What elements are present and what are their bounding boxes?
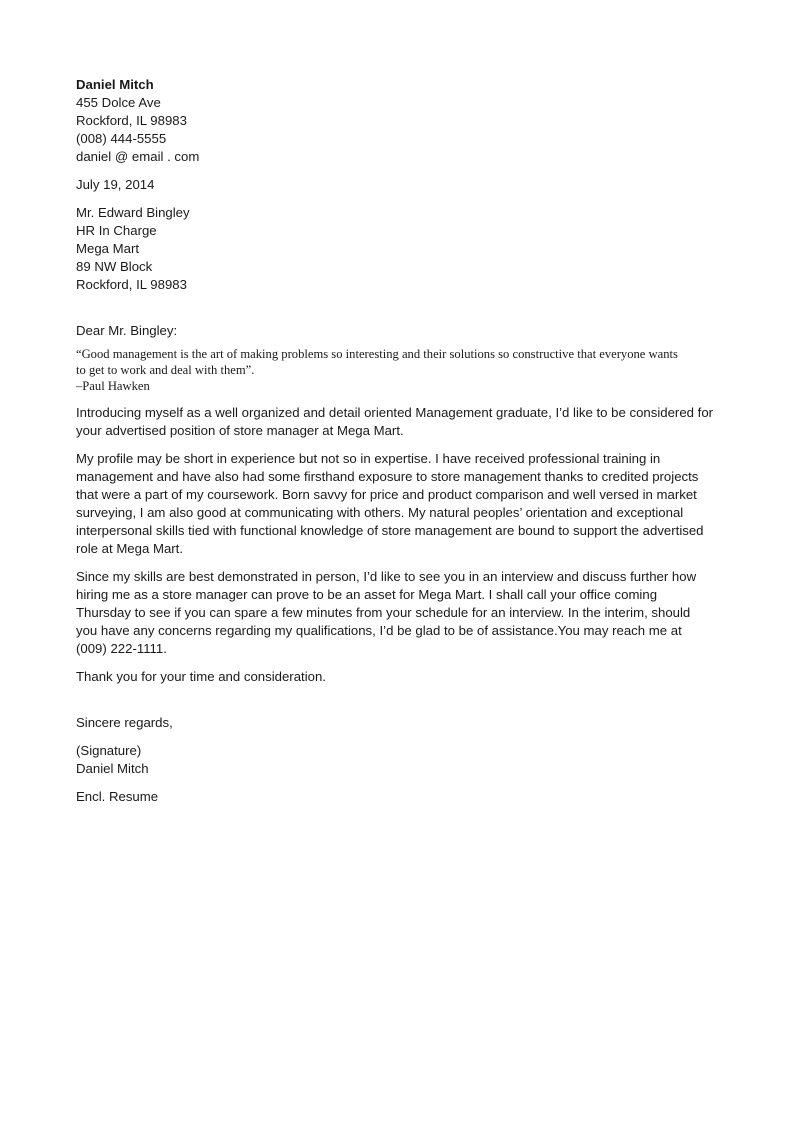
- paragraph-line: role at Mega Mart.: [76, 541, 184, 556]
- paragraph-line: Since my skills are best demonstrated in person, I’d like to see you in an interview and discuss further how: [76, 569, 697, 584]
- body-paragraph-3: [76, 568, 726, 658]
- sender-name: Daniel Mitch: [76, 77, 154, 92]
- closing-name: Daniel Mitch: [76, 761, 149, 776]
- recipient-name: Mr. Edward Bingley: [76, 205, 190, 220]
- recipient-company: Mega Mart: [76, 241, 140, 256]
- quote-block: [76, 346, 726, 394]
- paragraph-line: Introducing myself as a well organized and detail oriented Management graduate, I’d like to be considered for: [76, 405, 714, 420]
- sender-phone: (008) 444-5555: [76, 131, 167, 146]
- sender-city: Rockford, IL 98983: [76, 113, 187, 128]
- paragraph-line: Thursday to see if you can spare a few minutes from your schedule for an interview. In the interim, should: [76, 605, 691, 620]
- recipient-title: HR In Charge: [76, 223, 157, 238]
- paragraph-line: management and have also had some firsthand exposure to store management thanks to credited projects: [76, 469, 699, 484]
- letter-date: July 19, 2014: [76, 177, 155, 192]
- letter-page: [76, 76, 726, 806]
- closing-block: [76, 714, 726, 806]
- recipient-city: Rockford, IL 98983: [76, 277, 187, 292]
- paragraph-line: interpersonal skills tied with functional knowledge of store management are bound to support the advertised: [76, 523, 704, 538]
- sender-email: daniel @ email . com: [76, 149, 200, 164]
- paragraph-line: surveying, I am also good at communicating with others. My natural peoples’ orientation and exceptional: [76, 505, 684, 520]
- sender-street: 455 Dolce Ave: [76, 95, 161, 110]
- quote-line: to get to work and deal with them”.: [76, 363, 255, 377]
- paragraph-line: (009) 222-1111.: [76, 641, 167, 656]
- quote-line: “Good management is the art of making problems so interesting and their solutions so constructive that everyone wants: [76, 347, 678, 361]
- signature-placeholder: (Signature): [76, 743, 142, 758]
- salutation: Dear Mr. Bingley:: [76, 323, 178, 338]
- recipient-street: 89 NW Block: [76, 259, 153, 274]
- paragraph-line: My profile may be short in experience but not so in expertise. I have received professional training in: [76, 451, 661, 466]
- paragraph-line: Thank you for your time and consideration.: [76, 669, 326, 684]
- paragraph-line: hiring me as a store manager can prove to be an asset for Mega Mart. I shall call your office coming: [76, 587, 658, 602]
- quote-author: –Paul Hawken: [76, 379, 150, 393]
- paragraph-line: you have any concerns regarding my qualifications, I’d be glad to be of assistance.You may reach me at: [76, 623, 682, 638]
- body-paragraph-2: [76, 450, 726, 558]
- sender-block: [76, 76, 726, 166]
- body-paragraph-4: [76, 668, 726, 686]
- closing-regards: Sincere regards,: [76, 715, 173, 730]
- paragraph-line: that were a part of my coursework. Born savvy for price and product comparison and well versed in market: [76, 487, 697, 502]
- enclosure-note: Encl. Resume: [76, 789, 159, 804]
- recipient-block: [76, 204, 726, 294]
- body-paragraph-1: [76, 404, 726, 440]
- paragraph-line: your advertised position of store manager at Mega Mart.: [76, 423, 404, 438]
